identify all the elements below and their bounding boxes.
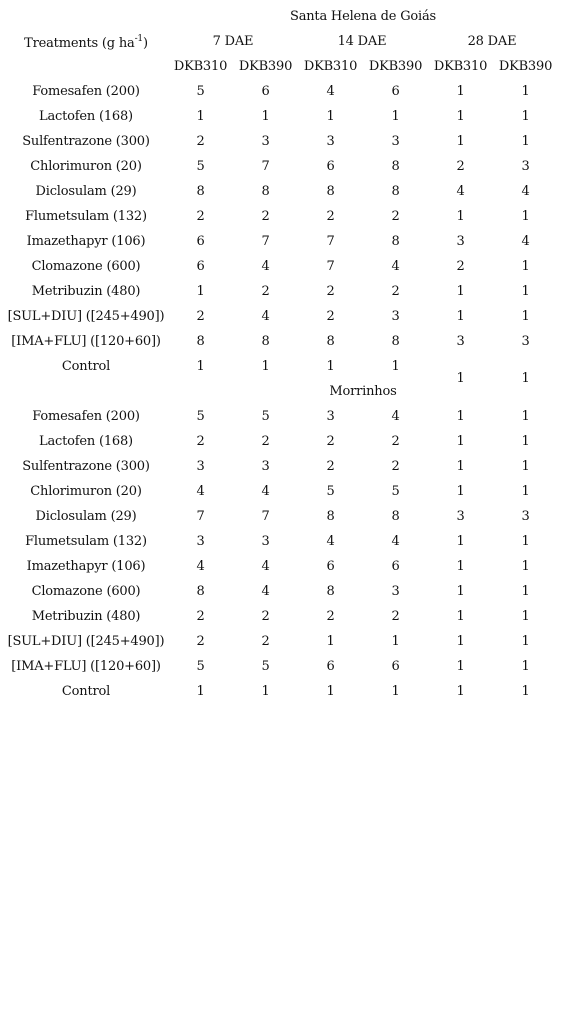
value-cell: 1 <box>456 609 465 624</box>
value-cell: 1 <box>456 371 465 386</box>
value-cell: 1 <box>521 259 530 274</box>
value-cell: 8 <box>391 184 400 199</box>
value-cell: 3 <box>261 134 270 149</box>
value-cell: 7 <box>196 509 205 524</box>
value-cell: 5 <box>326 484 335 499</box>
value-cell: 2 <box>391 434 400 449</box>
cultivar-header: DKB390 <box>368 59 423 74</box>
value-cell: 8 <box>326 184 335 199</box>
value-cell: 3 <box>456 334 465 349</box>
value-cell: 1 <box>391 684 400 699</box>
value-cell: 1 <box>521 284 530 299</box>
treatment-label: Clomazone (600) <box>31 259 141 274</box>
value-cell: 1 <box>196 359 205 374</box>
value-cell: 1 <box>391 109 400 124</box>
value-cell: 1 <box>456 434 465 449</box>
value-cell: 1 <box>521 134 530 149</box>
value-cell: 1 <box>521 634 530 649</box>
value-cell: 6 <box>326 159 335 174</box>
value-cell: 2 <box>326 459 335 474</box>
treatment-label: Fomesafen (200) <box>32 409 140 424</box>
value-cell: 3 <box>521 334 530 349</box>
value-cell: 4 <box>196 484 205 499</box>
value-cell: 1 <box>456 559 465 574</box>
value-cell: 8 <box>196 334 205 349</box>
value-cell: 1 <box>456 309 465 324</box>
value-cell: 4 <box>326 84 335 99</box>
treatments-header <box>0 34 172 51</box>
dae-header-7: 7 DAE <box>212 34 254 49</box>
value-cell: 2 <box>196 434 205 449</box>
value-cell: 1 <box>521 559 530 574</box>
value-cell: 4 <box>391 409 400 424</box>
cultivar-header: DKB390 <box>238 59 293 74</box>
value-cell: 2 <box>326 609 335 624</box>
value-cell: 2 <box>391 459 400 474</box>
cultivar-header: DKB310 <box>433 59 488 74</box>
value-cell: 4 <box>391 534 400 549</box>
value-cell: 1 <box>456 84 465 99</box>
treatment-label: Imazethapyr (106) <box>26 234 146 249</box>
value-cell: 1 <box>456 409 465 424</box>
value-cell: 1 <box>196 109 205 124</box>
value-cell: 3 <box>391 584 400 599</box>
value-cell: 4 <box>326 534 335 549</box>
value-cell: 4 <box>521 184 530 199</box>
value-cell: 4 <box>261 484 270 499</box>
treatment-label: Imazethapyr (106) <box>26 559 146 574</box>
value-cell: 8 <box>326 334 335 349</box>
value-cell: 6 <box>261 84 270 99</box>
value-cell: 4 <box>261 309 270 324</box>
value-cell: 2 <box>196 134 205 149</box>
value-cell: 1 <box>521 209 530 224</box>
value-cell: 2 <box>196 309 205 324</box>
value-cell: 5 <box>196 659 205 674</box>
value-cell: 2 <box>261 434 270 449</box>
dae-header-28: 28 DAE <box>467 34 517 49</box>
location-title-santa-helena: Santa Helena de Goiás <box>290 9 437 24</box>
treatment-label: Control <box>61 684 111 699</box>
value-cell: 6 <box>391 659 400 674</box>
value-cell: 3 <box>196 534 205 549</box>
value-cell: 8 <box>196 584 205 599</box>
value-cell: 7 <box>326 259 335 274</box>
treatment-label: Sulfentrazone (300) <box>22 459 150 474</box>
value-cell: 6 <box>326 559 335 574</box>
cultivar-header: DKB310 <box>173 59 228 74</box>
value-cell: 8 <box>261 334 270 349</box>
value-cell: 8 <box>391 234 400 249</box>
value-cell: 5 <box>261 659 270 674</box>
value-cell: 1 <box>521 584 530 599</box>
treatment-label: Metribuzin (480) <box>31 284 141 299</box>
value-cell: 5 <box>196 159 205 174</box>
value-cell: 4 <box>261 259 270 274</box>
value-cell: 5 <box>196 84 205 99</box>
treatment-label: [SUL+DIU] ([245+490]) <box>7 634 165 649</box>
value-cell: 1 <box>456 109 465 124</box>
treatment-label: Chlorimuron (20) <box>30 159 142 174</box>
value-cell: 2 <box>261 209 270 224</box>
value-cell: 8 <box>326 509 335 524</box>
value-cell: 8 <box>261 184 270 199</box>
cultivar-header: DKB390 <box>498 59 553 74</box>
treatment-label: [IMA+FLU] ([120+60]) <box>11 334 161 349</box>
value-cell: 3 <box>456 234 465 249</box>
value-cell: 2 <box>326 284 335 299</box>
treatment-label: Control <box>61 359 111 374</box>
value-cell: 3 <box>521 159 530 174</box>
value-cell: 1 <box>456 459 465 474</box>
value-cell: 1 <box>521 459 530 474</box>
value-cell: 5 <box>196 409 205 424</box>
value-cell: 2 <box>261 609 270 624</box>
value-cell: 2 <box>196 634 205 649</box>
value-cell: 4 <box>391 259 400 274</box>
value-cell: 3 <box>456 509 465 524</box>
value-cell: 2 <box>456 159 465 174</box>
value-cell: 1 <box>521 409 530 424</box>
value-cell: 8 <box>326 584 335 599</box>
value-cell: 8 <box>391 334 400 349</box>
value-cell: 2 <box>456 259 465 274</box>
value-cell: 1 <box>456 284 465 299</box>
value-cell: 1 <box>261 109 270 124</box>
value-cell: 1 <box>456 684 465 699</box>
value-cell: 3 <box>326 134 335 149</box>
value-cell: 1 <box>521 434 530 449</box>
value-cell: 1 <box>391 634 400 649</box>
value-cell: 1 <box>391 359 400 374</box>
value-cell: 7 <box>261 234 270 249</box>
value-cell: 4 <box>456 184 465 199</box>
value-cell: 8 <box>391 159 400 174</box>
value-cell: 1 <box>456 634 465 649</box>
value-cell: 2 <box>326 309 335 324</box>
treatment-label: Metribuzin (480) <box>31 609 141 624</box>
treatments-header-label: Treatments (g ha <box>24 36 135 51</box>
value-cell: 2 <box>196 609 205 624</box>
value-cell: 4 <box>261 559 270 574</box>
value-cell: 7 <box>261 159 270 174</box>
value-cell: 1 <box>456 209 465 224</box>
value-cell: 1 <box>196 284 205 299</box>
value-cell: 6 <box>196 259 205 274</box>
value-cell: 3 <box>391 134 400 149</box>
treatment-label: Lactofen (168) <box>39 434 133 449</box>
value-cell: 1 <box>196 684 205 699</box>
treatment-label: Flumetsulam (132) <box>25 209 147 224</box>
value-cell: 3 <box>521 509 530 524</box>
value-cell: 1 <box>521 484 530 499</box>
treatment-label: Diclosulam (29) <box>35 509 137 524</box>
value-cell: 2 <box>391 284 400 299</box>
value-cell: 6 <box>326 659 335 674</box>
value-cell: 1 <box>521 84 530 99</box>
treatments-header-unit-exponent: -1 <box>134 34 143 44</box>
value-cell: 1 <box>521 371 530 386</box>
value-cell: 1 <box>456 484 465 499</box>
value-cell: 2 <box>391 609 400 624</box>
value-cell: 7 <box>261 509 270 524</box>
value-cell: 3 <box>261 459 270 474</box>
value-cell: 1 <box>326 359 335 374</box>
value-cell: 2 <box>326 209 335 224</box>
value-cell: 6 <box>391 559 400 574</box>
value-cell: 1 <box>456 584 465 599</box>
value-cell: 1 <box>326 634 335 649</box>
value-cell: 1 <box>261 684 270 699</box>
treatments-header-close: ) <box>142 36 148 51</box>
value-cell: 1 <box>521 534 530 549</box>
value-cell: 1 <box>521 609 530 624</box>
value-cell: 6 <box>196 234 205 249</box>
value-cell: 6 <box>391 84 400 99</box>
value-cell: 1 <box>521 109 530 124</box>
location-title-morrinhos: Morrinhos <box>329 384 397 399</box>
value-cell: 4 <box>196 559 205 574</box>
value-cell: 2 <box>391 209 400 224</box>
value-cell: 1 <box>456 134 465 149</box>
value-cell: 1 <box>521 684 530 699</box>
value-cell: 2 <box>261 634 270 649</box>
value-cell: 1 <box>521 659 530 674</box>
value-cell: 3 <box>196 459 205 474</box>
value-cell: 4 <box>521 234 530 249</box>
value-cell: 7 <box>326 234 335 249</box>
value-cell: 4 <box>261 584 270 599</box>
cultivar-header: DKB310 <box>303 59 358 74</box>
treatment-label: [IMA+FLU] ([120+60]) <box>11 659 161 674</box>
treatment-label: Clomazone (600) <box>31 584 141 599</box>
treatment-label: Chlorimuron (20) <box>30 484 142 499</box>
value-cell: 5 <box>391 484 400 499</box>
treatment-label: [SUL+DIU] ([245+490]) <box>7 309 165 324</box>
value-cell: 3 <box>326 409 335 424</box>
treatment-label: Flumetsulam (132) <box>25 534 147 549</box>
value-cell: 5 <box>261 409 270 424</box>
value-cell: 3 <box>391 309 400 324</box>
value-cell: 8 <box>391 509 400 524</box>
value-cell: 2 <box>326 434 335 449</box>
value-cell: 1 <box>261 359 270 374</box>
treatment-label: Lactofen (168) <box>39 109 133 124</box>
treatment-label: Sulfentrazone (300) <box>22 134 150 149</box>
value-cell: 2 <box>261 284 270 299</box>
value-cell: 1 <box>456 659 465 674</box>
value-cell: 1 <box>456 534 465 549</box>
value-cell: 1 <box>326 684 335 699</box>
value-cell: 3 <box>261 534 270 549</box>
value-cell: 1 <box>326 109 335 124</box>
treatment-label: Diclosulam (29) <box>35 184 137 199</box>
treatment-label: Fomesafen (200) <box>32 84 140 99</box>
value-cell: 1 <box>521 309 530 324</box>
dae-header-14: 14 DAE <box>337 34 387 49</box>
value-cell: 8 <box>196 184 205 199</box>
value-cell: 2 <box>196 209 205 224</box>
